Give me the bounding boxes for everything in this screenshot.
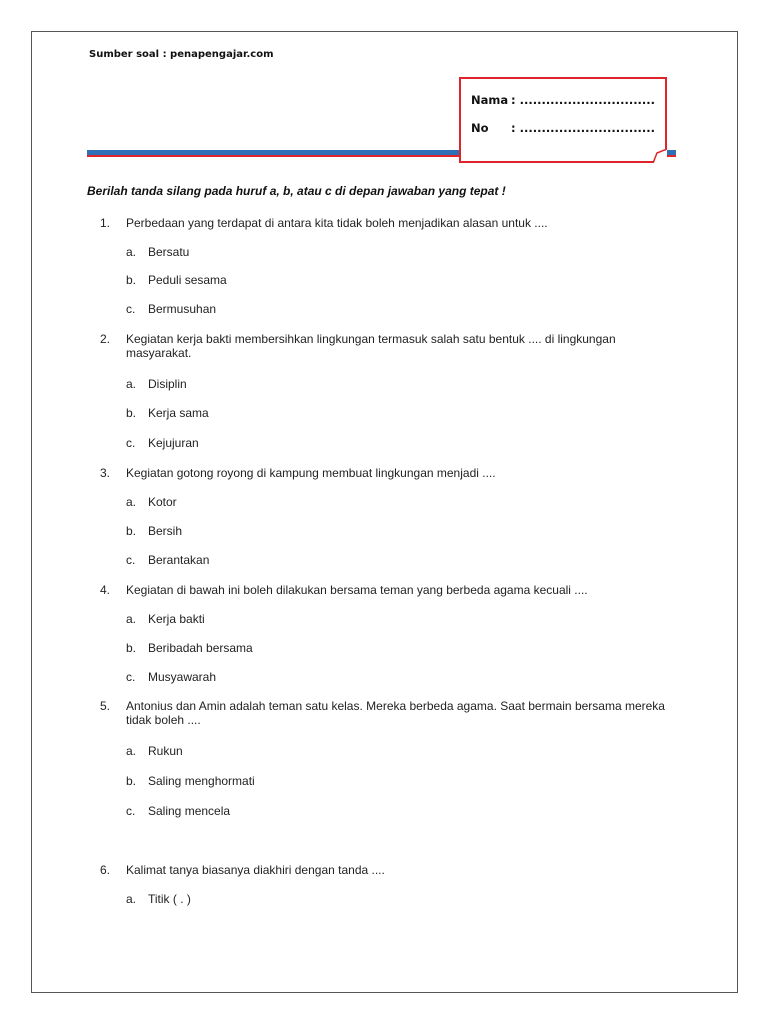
question-number: 2. (100, 332, 111, 346)
option-letter: c. (126, 436, 136, 450)
option-text: Bersih (148, 524, 183, 538)
option-letter: b. (126, 273, 137, 287)
number-row (471, 121, 655, 135)
option-letter: a. (126, 495, 137, 509)
worksheet-page (31, 31, 738, 993)
option-text: Kerja sama (148, 406, 209, 420)
number-field[interactable]: : ............................... (511, 121, 656, 135)
student-id-box (459, 77, 667, 163)
option-letter: c. (126, 302, 136, 316)
option-text: Bermusuhan (148, 302, 217, 316)
question-text: Kegiatan di bawah ini boleh dilakukan bersama teman yang berbeda agama kecuali .... (126, 583, 588, 597)
question-text: Perbedaan yang terdapat di antara kita tidak boleh menjadikan alasan untuk .... (126, 216, 548, 230)
option-letter: c. (126, 670, 136, 684)
question-number: 4. (100, 583, 111, 597)
option-text: Rukun (148, 744, 183, 758)
option-letter: b. (126, 524, 137, 538)
option-text: Peduli sesama (148, 273, 227, 287)
question-text: Kegiatan gotong royong di kampung membuat lingkungan menjadi .... (126, 466, 496, 480)
question-number: 1. (100, 216, 111, 230)
page-curl-icon (653, 149, 667, 163)
question-number: 3. (100, 466, 111, 480)
option-letter: a. (126, 612, 137, 626)
question-text: Antonius dan Amin adalah teman satu kelas. Mereka berbeda agama. Saat bermain bersama mereka tidak boleh .... (126, 699, 665, 727)
option-letter: a. (126, 245, 137, 259)
number-label: No (471, 121, 489, 135)
question-number: 5. (100, 699, 111, 713)
option-text: Beribadah bersama (148, 641, 253, 655)
instruction-text: Berilah tanda silang pada huruf a, b, atau c di depan jawaban yang tepat ! (87, 184, 506, 198)
name-label: Nama (471, 93, 509, 107)
option-letter: b. (126, 774, 137, 788)
option-text: Musyawarah (148, 670, 217, 684)
option-letter: c. (126, 804, 136, 818)
question-text: Kegiatan kerja bakti membersihkan lingkungan termasuk salah satu bentuk .... di lingkungan masyarakat. (126, 332, 616, 360)
option-text: Kerja bakti (148, 612, 205, 626)
option-text: Berantakan (148, 553, 210, 567)
option-letter: b. (126, 406, 137, 420)
question-text: Kalimat tanya biasanya diakhiri dengan tanda .... (126, 863, 385, 877)
option-letter: a. (126, 377, 137, 391)
name-row (471, 93, 655, 107)
name-field[interactable]: : ............................... (511, 93, 656, 107)
option-letter: a. (126, 892, 137, 906)
option-letter: b. (126, 641, 137, 655)
option-letter: c. (126, 553, 136, 567)
option-letter: a. (126, 744, 137, 758)
option-text: Saling mencela (148, 804, 231, 818)
question-number: 6. (100, 863, 111, 877)
option-text: Saling menghormati (148, 774, 255, 788)
option-text: Kejujuran (148, 436, 199, 450)
option-text: Disiplin (148, 377, 187, 391)
option-text: Titik ( . ) (148, 892, 191, 906)
source-credit: Sumber soal : penapengajar.com (89, 49, 274, 60)
option-text: Bersatu (148, 245, 190, 259)
option-text: Kotor (148, 495, 177, 509)
